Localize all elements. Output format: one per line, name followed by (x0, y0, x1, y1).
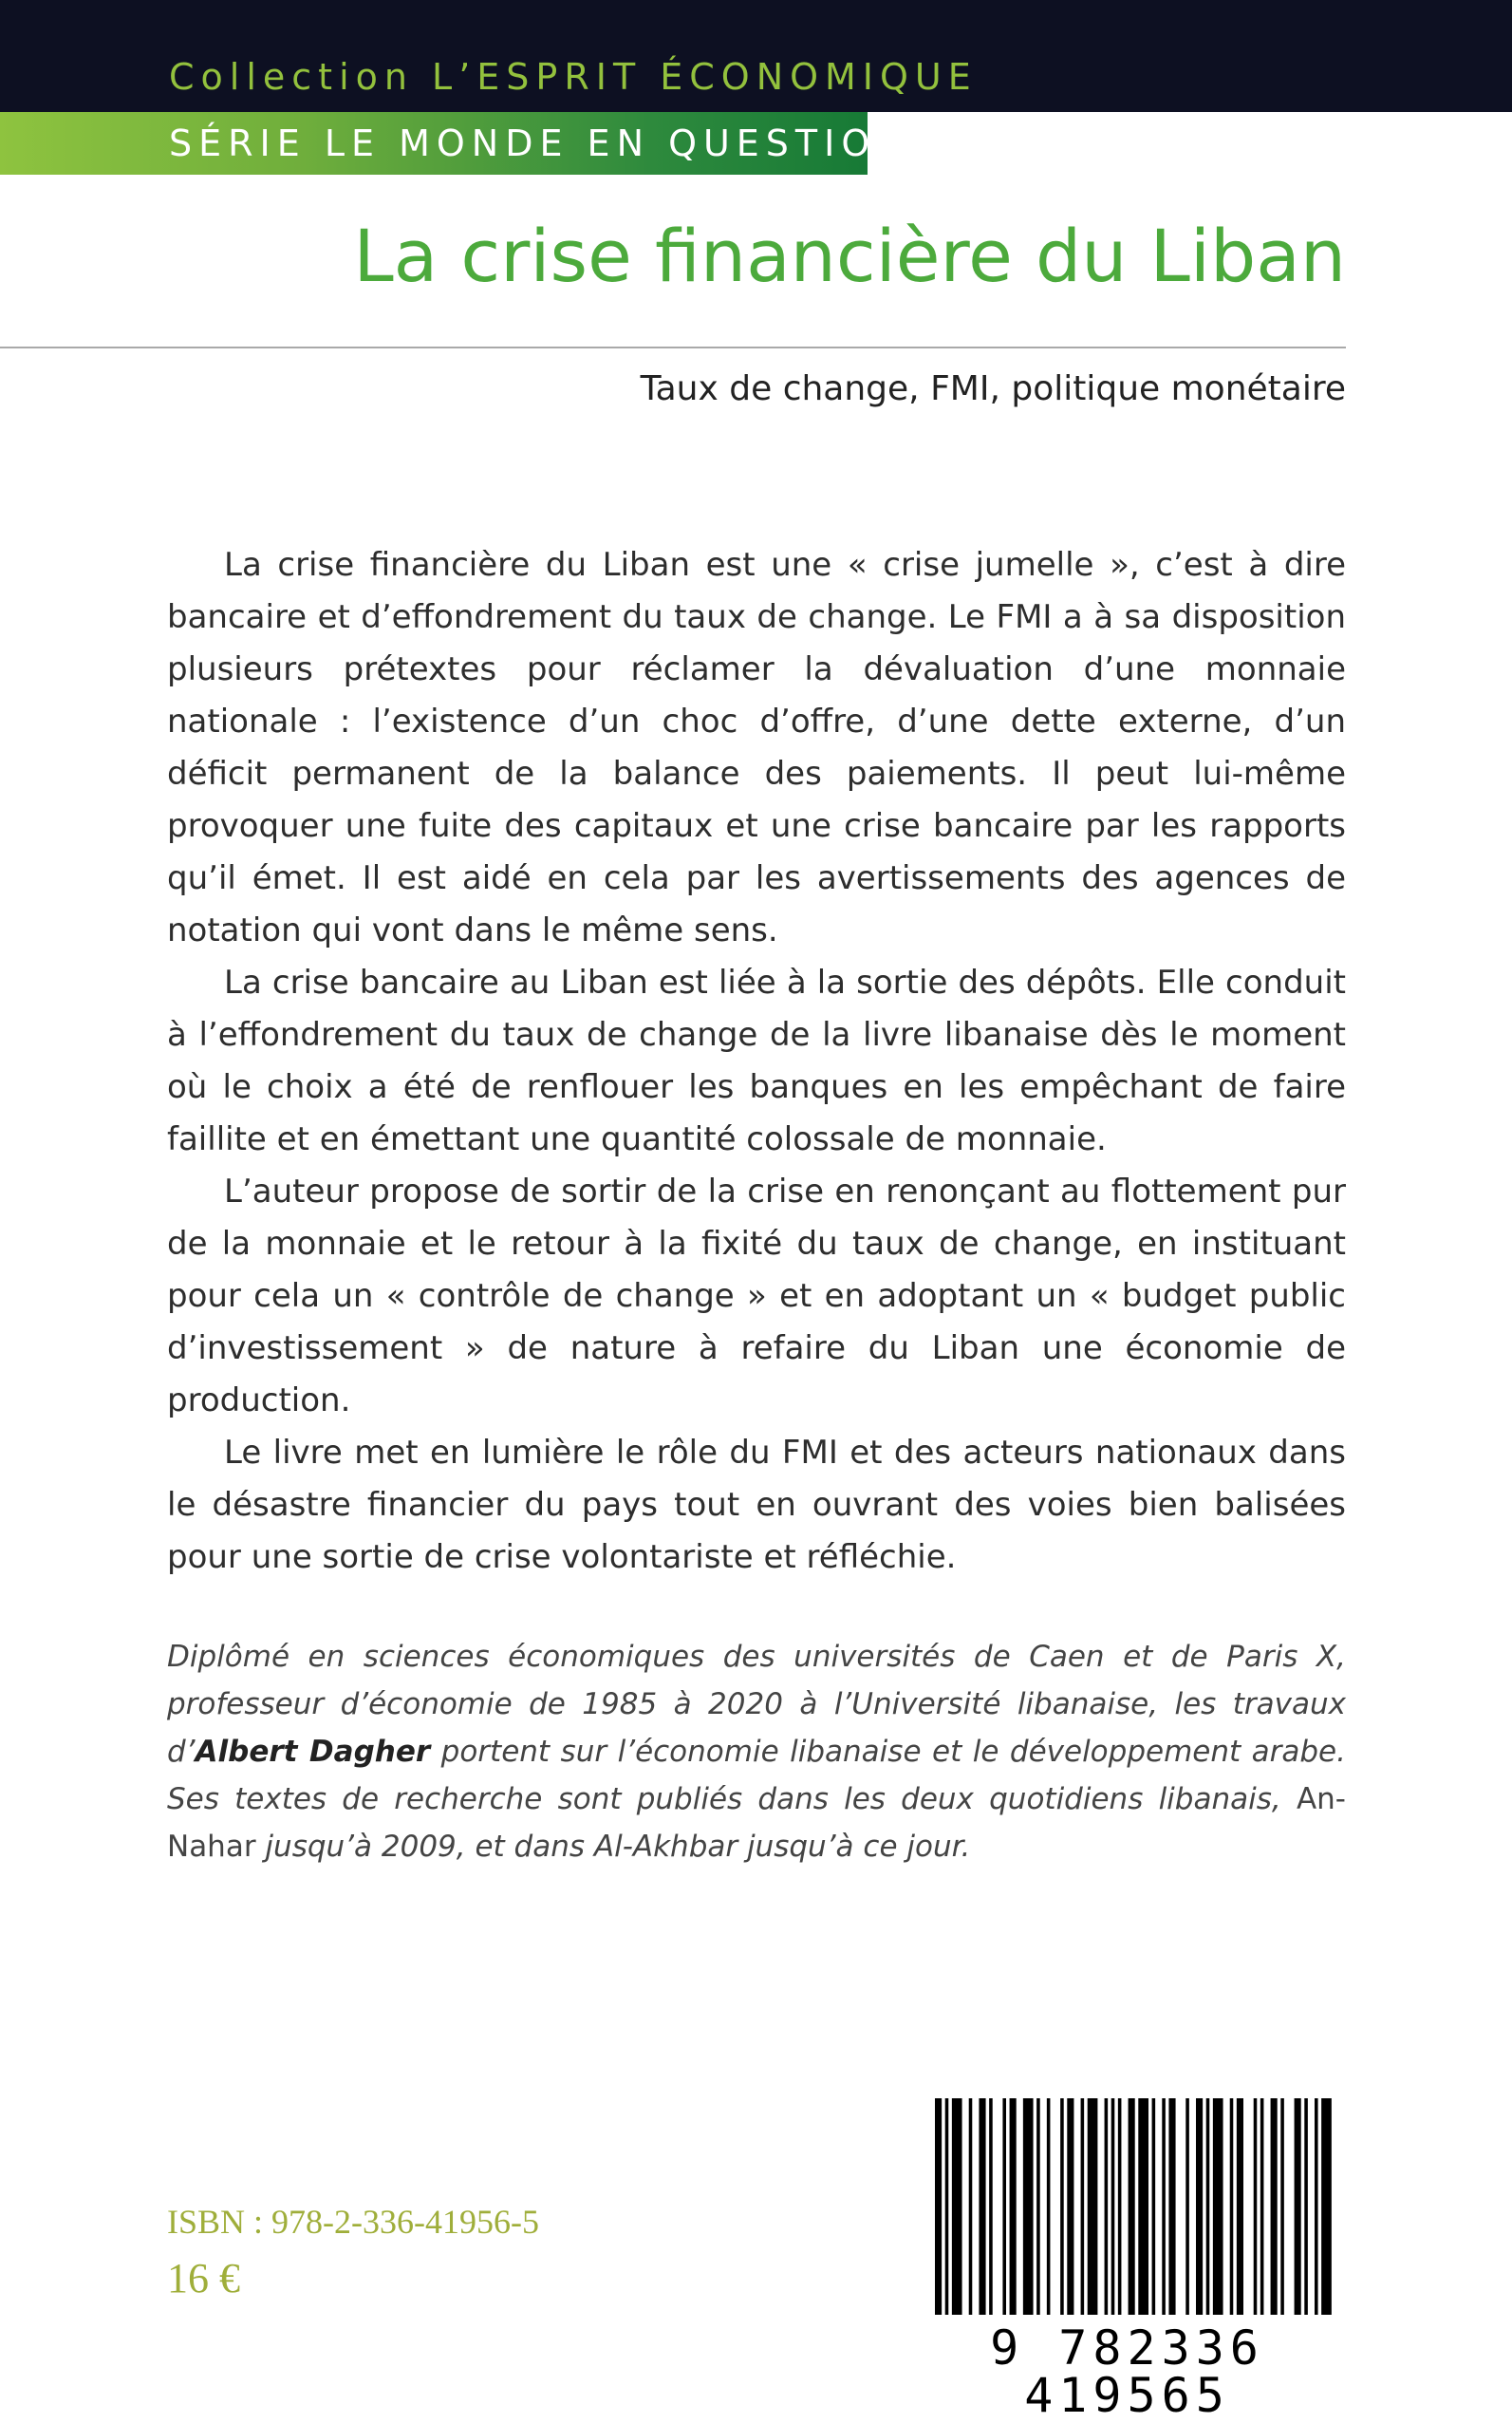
barcode-bar (1138, 2098, 1148, 2315)
book-subtitle: Taux de change, FMI, politique monétaire (640, 369, 1346, 408)
barcode-bar (1185, 2098, 1189, 2315)
price: 16 € (167, 2255, 240, 2301)
barcode-bar (1304, 2098, 1308, 2315)
barcode-bar (1060, 2098, 1064, 2315)
blurb-paragraph: La crise financière du Liban est une « crise jumelle », c’est à dire bancaire et d’effondrement du taux de change. Le FMI a à sa disposition plusieurs prétextes pour réclamer la dévaluation d’une monnaie nationale : l’existence d’un choc d’offre, d’une dette externe, d’un déficit permanent de la balance des paiements. Il peut lui-même provoquer une fuite des capitaux et une crise bancaire par les rapports qu’il émet. Il est aidé en cela par les avertissements des agences de notation qui vont dans le même sens. (167, 546, 1346, 949)
author-name: Albert Dagher (195, 1735, 431, 1769)
barcode-bar (1036, 2098, 1040, 2315)
barcode-bar (1213, 2098, 1223, 2315)
newspaper-name: An-Nahar (167, 1782, 1346, 1864)
book-title: La crise financière du Liban (353, 214, 1346, 298)
barcode-bar (1260, 2098, 1264, 2315)
barcode-bar (1105, 2098, 1109, 2315)
barcode-bar (1088, 2098, 1098, 2315)
isbn: ISBN : 978-2-336-41956-5 (167, 2203, 539, 2241)
blurb-paragraph: Le livre met en lumière le rôle du FMI et des acteurs nationaux dans le désastre financier du pays tout en ouvrant des voies bien balisées pour une sortie de crise volontariste et réfléchie. (167, 1434, 1346, 1576)
title-divider (0, 347, 1346, 348)
barcode-bar (1315, 2098, 1318, 2315)
barcode-bar (1168, 2098, 1175, 2315)
series-name: SÉRIE LE MONDE EN QUESTION (169, 122, 910, 164)
barcode-bar (989, 2098, 993, 2315)
blurb-paragraph: L’auteur propose de sortir de la crise en renonçant au flottement pur de la monnaie et le retour à la fixité du taux de change, en instituant pour cela un « contrôle de change » et en adoptant un « budget public d’investissement » de nature à refaire du Liban une économie de production. (167, 1173, 1346, 1419)
barcode-bar (1196, 2098, 1203, 2315)
barcode-bar (1295, 2098, 1301, 2315)
barcode-bar (969, 2098, 973, 2315)
barcode-bar (1321, 2098, 1332, 2315)
barcode-bar (1023, 2098, 1034, 2315)
barcode-bar (1254, 2098, 1258, 2315)
blurb (167, 539, 1346, 1584)
barcode-bar (1206, 2098, 1210, 2315)
barcode-bar (1067, 2098, 1073, 2315)
barcode-bar (1280, 2098, 1284, 2315)
barcode-bar (1162, 2098, 1166, 2315)
blurb-paragraph: La crise bancaire au Liban est liée à la sortie des dépôts. Elle conduit à l’effondrement du taux de change de la livre libanaise dès le moment où le choix a été de renflouer les banques en les empêchant de faire faillite et en émettant une quantité colossale de monnaie. (167, 964, 1346, 1158)
barcode-bar (1081, 2098, 1085, 2315)
barcode-bar (952, 2098, 962, 2315)
author-bio-text: portent sur l’économie libanaise et le développement arabe. Ses textes de recherche sont publiés dans les deux quotidiens libanais, (167, 1735, 1346, 1816)
author-bio-text: jusqu’à 2009, et dans Al-Akhbar jusqu’à ce jour. (255, 1830, 971, 1864)
collection-name: Collection L’ESPRIT ÉCONOMIQUE (169, 56, 978, 98)
barcode-bar (1237, 2098, 1243, 2315)
barcode-bar (1230, 2098, 1234, 2315)
barcode-bar (979, 2098, 985, 2315)
barcode-bar (1129, 2098, 1135, 2315)
barcode-bar (1152, 2098, 1156, 2315)
barcode-bars (935, 2098, 1338, 2315)
barcode-bar (1118, 2098, 1122, 2315)
author-bio (167, 1633, 1346, 1870)
barcode-bar (1047, 2098, 1051, 2315)
barcode-bar (1271, 2098, 1278, 2315)
barcode-bar (1010, 2098, 1017, 2315)
barcode-bar (1111, 2098, 1115, 2315)
barcode (906, 2089, 1348, 2423)
author-bio-text: Diplômé en sciences économiques des universités de Caen et de Paris X, professeur d’économie de 1985 à 2020 à l’Université libanaise, les travaux d’ (167, 1640, 1346, 1769)
barcode-bar (935, 2098, 942, 2315)
barcode-bar (945, 2098, 949, 2315)
barcode-bar (1002, 2098, 1006, 2315)
barcode-digits: 9 782336 419565 (990, 2320, 1264, 2423)
